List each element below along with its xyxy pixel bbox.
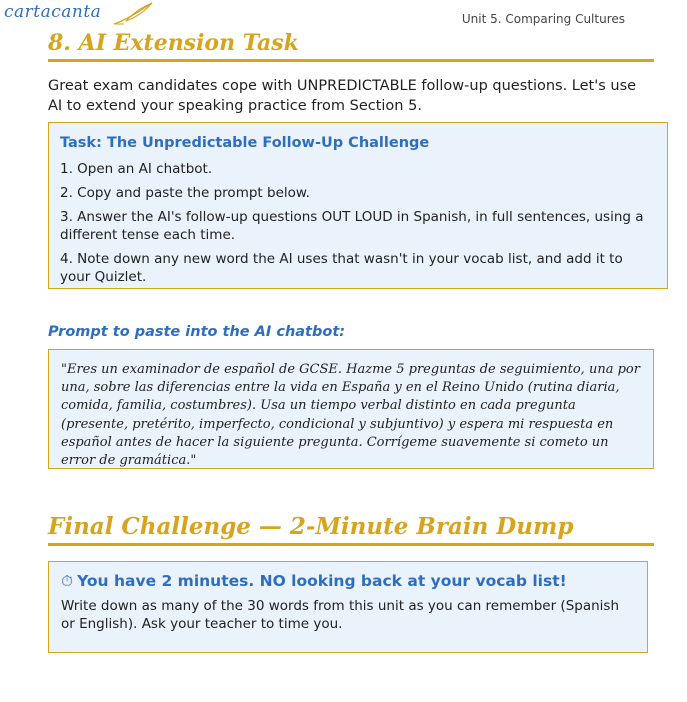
prompt-text: "Eres un examinador de español de GCSE. Hazme 5 preguntas de seguimiento, una por una, sobre las diferencias entre la vida en España y en el Reino Unido (rutina diaria, comida, familia, costumbres). Usa un tiempo verbal distinto en cada pregunta (presente, pretérito, imperfecto, condicional y subjuntivo) y espera mi respuesta en español antes de hacer la siguiente pregunta. Corrígeme suavemente si cometo un error de gramática.": [61, 362, 640, 469]
cartacanta-logo: [4, 2, 154, 28]
prompt-label: Prompt to paste into the AI chatbot:: [48, 324, 346, 340]
task-step: 3. Answer the AI's follow-up questions OUT LOUD in Spanish, in full sentences, using a different tense each time.: [60, 209, 644, 243]
quill-icon: [112, 2, 154, 26]
task-title: Task: The Unpredictable Follow-Up Challenge: [60, 135, 430, 151]
section-title-final-challenge: Final Challenge — 2-Minute Brain Dump: [48, 513, 654, 546]
challenge-title: [61, 572, 635, 591]
task-step: 4. Note down any new word the AI uses that wasn't in your vocab list, and add it to your Quizlet.: [60, 251, 623, 285]
prompt-box: [48, 349, 654, 469]
task-step: 1. Open an AI chatbot.: [60, 161, 213, 177]
challenge-title-text: You have 2 minutes. NO looking back at your vocab list!: [77, 572, 567, 590]
logo-text: cartacanta: [4, 2, 102, 22]
section-title-ai-extension: 8. AI Extension Task: [48, 30, 654, 62]
challenge-body: Write down as many of the 30 words from this unit as you can remember (Spanish or English). Ask your teacher to time you.: [61, 598, 620, 632]
section-intro: Great exam candidates cope with UNPREDICTABLE follow-up questions. Let's use AI to extend your speaking practice from Section 5.: [48, 78, 637, 114]
task-box: [48, 122, 668, 289]
challenge-box: [48, 561, 648, 653]
unit-label: Unit 5. Comparing Cultures: [461, 12, 625, 26]
task-step: 2. Copy and paste the prompt below.: [60, 185, 310, 201]
stopwatch-icon: ⏱: [61, 572, 74, 590]
